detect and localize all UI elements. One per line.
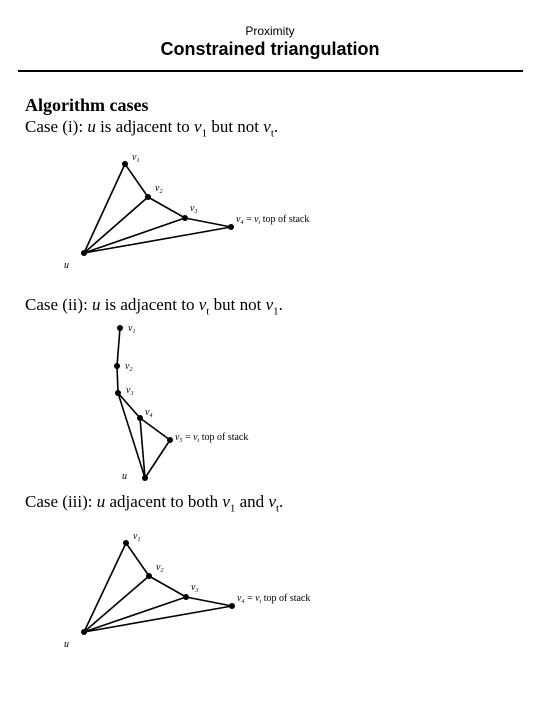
case-iii-vt-sub: t — [275, 502, 280, 515]
case-ii-v1-sub: 1 — [273, 305, 279, 318]
label-v3: $v_3$ — [126, 385, 134, 397]
case-i-v1-sub: 1 — [201, 127, 208, 140]
edge-v2-v3 — [148, 197, 185, 218]
label-v3: $v_3$ — [191, 582, 199, 594]
label-u: u — [122, 471, 127, 482]
case-ii-prefix: Case (ii): — [25, 295, 93, 314]
case-i-mid: is adjacent to — [95, 117, 195, 136]
case-iii-text — [25, 492, 283, 514]
case-iii-u: u — [96, 492, 106, 511]
case-iii-v1: v — [222, 492, 230, 511]
label-v1: $v_1$ — [132, 152, 140, 164]
case-i-edges — [84, 164, 231, 253]
header-kicker: Proximity — [245, 24, 295, 38]
case-ii-vt-sub: t — [206, 305, 210, 318]
edge-u-v3 — [84, 218, 185, 253]
case-i-end: . — [273, 117, 279, 136]
edge-u-v4 — [84, 227, 231, 253]
section-heading: Algorithm cases — [25, 95, 149, 115]
edge-u-v2 — [84, 197, 148, 253]
vertex-u — [81, 250, 87, 256]
label-v2: $v_2$ — [125, 361, 133, 373]
vertex-v3 — [182, 215, 188, 221]
label-v4-top: $v_4 = v_t$ top of stack — [237, 593, 311, 605]
case-ii-v1: v — [265, 295, 274, 314]
label-u: u — [64, 639, 69, 650]
label-v2: $v_2$ — [155, 183, 163, 195]
label-v3: $v_3$ — [190, 203, 198, 215]
case-i-v1: v — [194, 117, 202, 136]
case-ii-u: u — [92, 295, 101, 314]
vertex-v1 — [122, 161, 128, 167]
edge-v1-v2 — [125, 164, 148, 197]
case-ii-text — [25, 295, 283, 317]
label-v2: $v_2$ — [156, 562, 164, 574]
edge-v3-v4 — [185, 218, 231, 227]
label-u: u — [64, 260, 69, 271]
case-ii-mid: is adjacent to — [100, 295, 199, 314]
case-iii-prefix: Case (iii): — [25, 492, 97, 511]
case-iii-vt: v — [268, 492, 276, 511]
label-v1: $v_1$ — [128, 323, 136, 335]
case-i-u: u — [87, 117, 96, 136]
vertex-v2 — [145, 194, 151, 200]
vertex-v4 — [228, 224, 234, 230]
case-iii-end: . — [279, 492, 284, 511]
case-ii-between: but not — [209, 295, 266, 314]
label-v4-top: $v_4 = v_t$ top of stack — [236, 214, 310, 226]
label-v5-top: $v_5 = v_t$ top of stack — [175, 432, 249, 444]
case-iii-v1-sub: 1 — [229, 502, 236, 515]
case-i-between: but not — [207, 117, 264, 136]
case-ii-vt: v — [198, 295, 207, 314]
label-v1: $v_1$ — [133, 531, 141, 543]
case-i-vt: v — [263, 117, 271, 136]
edge-u-v1 — [84, 164, 125, 253]
case-ii-end: . — [278, 295, 283, 314]
case-i-prefix: Case (i): — [25, 117, 88, 136]
page-title: Constrained triangulation — [160, 39, 380, 59]
case-i-vt-sub: t — [270, 127, 274, 140]
case-iii-mid: adjacent to both — [105, 492, 223, 511]
case-iii-between: and — [235, 492, 269, 511]
label-v4: $v_4$ — [145, 407, 153, 419]
